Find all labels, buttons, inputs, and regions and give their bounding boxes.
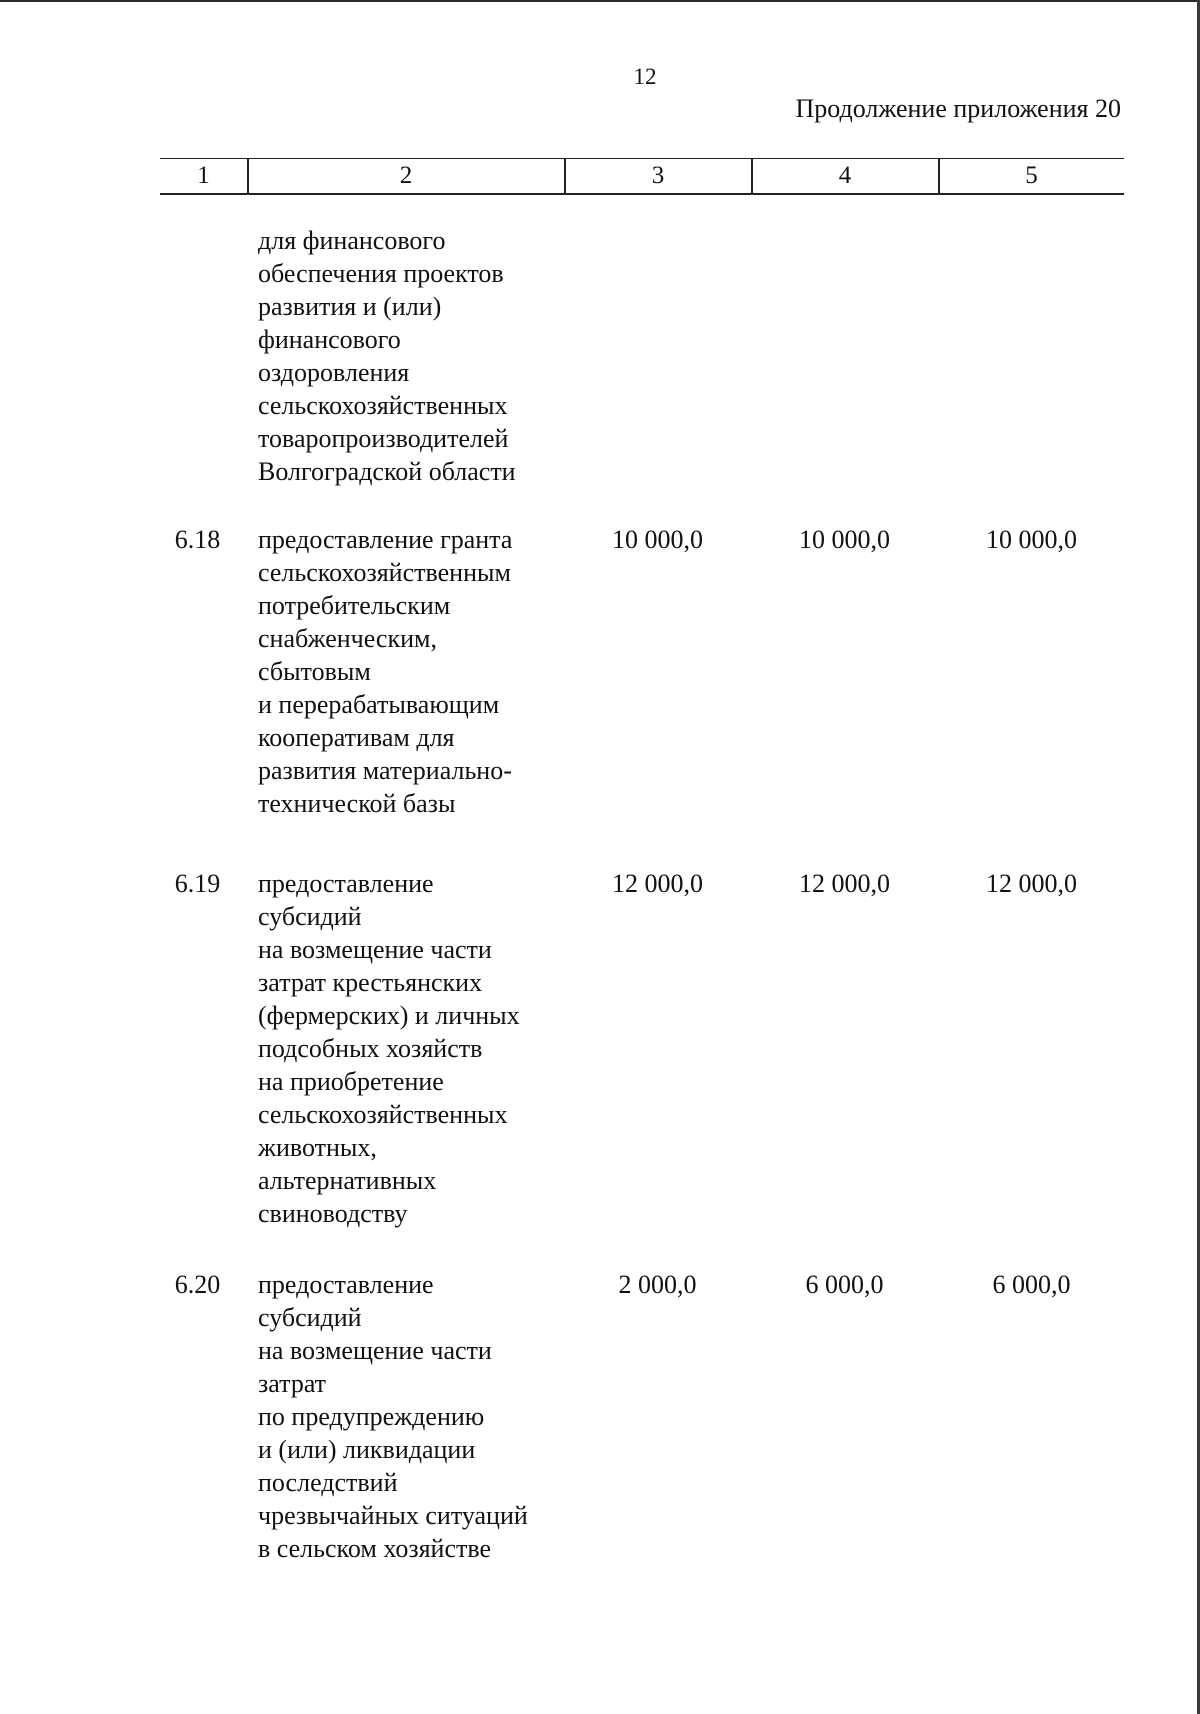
description-line: по предупреждению	[258, 1402, 485, 1431]
value-col-3: 2 000,0	[618, 1270, 697, 1299]
column-header-2: 2	[399, 162, 413, 189]
description-line: на возмещение части	[258, 1336, 492, 1365]
value-col-5: 6 000,0	[992, 1270, 1071, 1299]
description-line: сельскохозяйственных	[258, 391, 508, 420]
description-line: оздоровления	[258, 358, 410, 387]
description-line: на возмещение части	[258, 935, 492, 964]
description-line: в сельском хозяйстве	[258, 1534, 492, 1563]
description-line: субсидий	[258, 902, 362, 931]
description-line: развития и (или)	[258, 292, 442, 321]
appendix-caption: Продолжение приложения 20	[795, 94, 1121, 123]
column-header-4: 4	[838, 162, 852, 189]
description-line: финансового	[258, 325, 401, 354]
description-line: животных,	[258, 1133, 377, 1162]
page-number: 12	[633, 64, 657, 89]
row-number: 6.19	[174, 869, 221, 898]
description-line: развития материально-	[258, 756, 512, 785]
description-line: чрезвычайных ситуаций	[258, 1501, 528, 1530]
value-col-3: 12 000,0	[612, 869, 703, 898]
scan-edge-top	[0, 0, 1200, 2]
column-header-3: 3	[651, 162, 665, 189]
description-line: сбытовым	[258, 657, 371, 686]
row-description	[258, 1268, 568, 1565]
value-col-4: 10 000,0	[799, 525, 890, 554]
description-line: и (или) ликвидации	[258, 1435, 476, 1464]
description-line: затрат крестьянских	[258, 968, 483, 997]
description-line: предоставление	[258, 869, 434, 898]
description-line: Волгоградской области	[258, 457, 516, 486]
description-line: свиноводству	[258, 1199, 408, 1228]
value-col-5: 10 000,0	[986, 525, 1077, 554]
description-line: потребительским	[258, 591, 451, 620]
row-number: 6.20	[174, 1270, 221, 1299]
row-description	[258, 523, 568, 820]
description-line: кооперативам для	[258, 723, 455, 752]
description-line: технической базы	[258, 789, 456, 818]
value-col-4: 12 000,0	[799, 869, 890, 898]
description-line: сельскохозяйственных	[258, 1100, 508, 1129]
row-description	[258, 224, 568, 488]
description-line: снабженческим,	[258, 624, 437, 653]
description-line: на приобретение	[258, 1067, 444, 1096]
value-col-4: 6 000,0	[805, 1270, 884, 1299]
value-col-3: 10 000,0	[612, 525, 703, 554]
description-line: сельскохозяйственным	[258, 558, 511, 587]
description-line: последствий	[258, 1468, 398, 1497]
column-header-1: 1	[197, 162, 210, 189]
value-col-5: 12 000,0	[986, 869, 1077, 898]
description-line: предоставление гранта	[258, 525, 513, 554]
description-line: (фермерских) и личных	[258, 1001, 520, 1030]
row-number: 6.18	[174, 525, 221, 554]
description-line: альтернативных	[258, 1166, 437, 1195]
description-line: для финансового	[258, 226, 446, 255]
row-description	[258, 867, 568, 1230]
description-line: товаропроизводителей	[258, 424, 509, 453]
description-line: субсидий	[258, 1303, 362, 1332]
description-line: предоставление	[258, 1270, 434, 1299]
description-line: и перерабатывающим	[258, 690, 500, 719]
table-header-row	[160, 158, 1124, 195]
description-line: затрат	[258, 1369, 327, 1398]
column-header-5: 5	[1025, 162, 1038, 189]
description-line: подсобных хозяйств	[258, 1034, 483, 1063]
description-line: обеспечения проектов	[258, 259, 504, 288]
